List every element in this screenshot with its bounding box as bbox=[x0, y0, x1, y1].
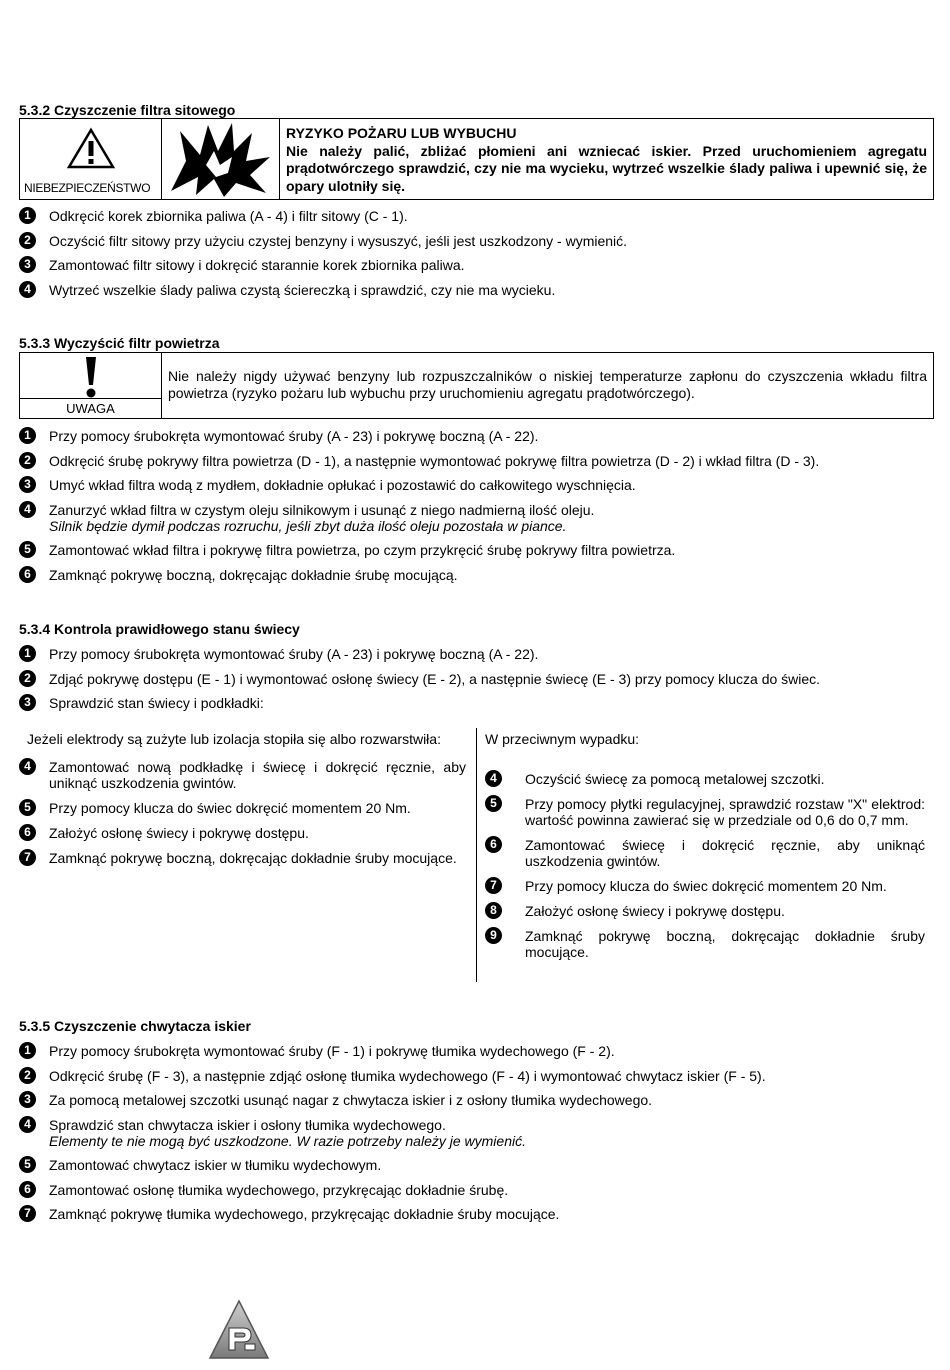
step-number-icon: 2 bbox=[19, 670, 36, 687]
list-item bbox=[19, 671, 934, 687]
step-text: Przy pomocy śrubokręta wymontować śruby (A - 23) i pokrywę boczną (A - 22). bbox=[49, 646, 539, 662]
list-item bbox=[485, 771, 925, 787]
section-title-5-3-4: 5.3.4 Kontrola prawidłowego stanu świecy bbox=[19, 621, 300, 637]
step-text: Przy pomocy śrubokręta wymontować śruby (A - 23) i pokrywę boczną (A - 22). bbox=[49, 428, 539, 444]
list-item bbox=[19, 1206, 934, 1222]
step-text: Odkręcić śrubę (F - 3), a następnie zdjąć osłonę tłumika wydechowego (F - 4) i wymontować chwytacz iskier (F - 5). bbox=[49, 1067, 766, 1084]
list-item bbox=[485, 903, 925, 919]
step-number-icon: 8 bbox=[485, 902, 502, 919]
step-text: Za pomocą metalowej szczotki usunąć nagar z chwytacza iskier i z osłony tłumika wydechowego. bbox=[49, 1092, 653, 1108]
step-number-icon: 4 bbox=[19, 758, 36, 775]
danger-text-cell bbox=[280, 119, 933, 199]
list-item bbox=[19, 428, 934, 444]
list-item bbox=[19, 646, 934, 662]
step-text: Zamontować świecę i dokręcić ręcznie, aby uniknąć uszkodzenia gwintów. bbox=[525, 837, 925, 869]
list-item bbox=[19, 1182, 934, 1198]
triangle-p-logo-icon bbox=[207, 1298, 271, 1362]
list-item bbox=[19, 825, 466, 841]
step-number-icon: 2 bbox=[19, 232, 36, 249]
right-column-intro: W przeciwnym wypadku: bbox=[485, 731, 640, 747]
list-item bbox=[19, 567, 934, 583]
caution-text-cell bbox=[162, 353, 933, 418]
list-item bbox=[19, 1117, 934, 1149]
step-text: Odkręcić korek zbiornika paliwa (A - 4) i filtr sitowy (C - 1). bbox=[49, 208, 408, 224]
step-text: Zamknąć pokrywę tłumika wydechowego, przykręcając dokładnie śruby mocujące. bbox=[49, 1206, 560, 1222]
step-text: Założyć osłonę świecy i pokrywę dostępu. bbox=[49, 825, 309, 841]
step-text: Zamknąć pokrywę boczną, dokręcając dokładnie śruby mocujące. bbox=[49, 850, 457, 866]
step-number-icon: 4 bbox=[19, 501, 36, 518]
step-number-icon: 6 bbox=[19, 824, 36, 841]
list-item bbox=[19, 233, 934, 249]
step-text: Sprawdzić stan świecy i podkładki: bbox=[49, 695, 264, 711]
step-text: Przy pomocy śrubokręta wymontować śruby (F - 1) i pokrywę tłumika wydechowego (F - 2). bbox=[49, 1043, 615, 1059]
step-text: Zamontować nową podkładkę i świecę i dokręcić ręcznie, aby uniknąć uszkodzenia gwintów. bbox=[49, 759, 466, 791]
step-number-icon: 7 bbox=[485, 877, 502, 894]
list-item bbox=[485, 796, 925, 828]
step-number-icon: 5 bbox=[19, 1156, 36, 1173]
right-column-list bbox=[485, 771, 925, 960]
list-item bbox=[19, 1092, 934, 1108]
step-number-icon: 1 bbox=[19, 645, 36, 662]
step-number-icon: 5 bbox=[485, 795, 502, 812]
caution-pictogram-cell bbox=[20, 353, 162, 418]
step-text: Zamontować wkład filtra i pokrywę filtra powietrza, po czym przykręcić śrubę pokrywy filtra powietrza. bbox=[49, 542, 676, 558]
list-item bbox=[19, 695, 934, 711]
step-number-icon: 1 bbox=[19, 427, 36, 444]
step-text: Przy pomocy klucza do świec dokręcić momentem 20 Nm. bbox=[525, 878, 887, 894]
step-number-icon: 1 bbox=[19, 1042, 36, 1059]
caution-label: UWAGA bbox=[20, 398, 161, 418]
list-item bbox=[485, 878, 925, 894]
step-number-icon: 3 bbox=[19, 256, 36, 273]
exclamation-icon bbox=[84, 355, 98, 399]
list-item bbox=[19, 850, 466, 866]
step-text: Przy pomocy płytki regulacyjnej, sprawdzić rozstaw "X" elektrod: wartość powinna zawierać się w przedziale od 0,6 do 0,7 mm. bbox=[525, 796, 925, 828]
step-number-icon: 5 bbox=[19, 799, 36, 816]
danger-text: Nie należy palić, zbliżać płomieni ani wzniecać iskier. Przed uruchomieniem agregatu prądotwórczego sprawdzić, czy nie ma wycieku, wytrzeć wszelkie ślady paliwa i upewnić się, że opary ulotniły się. bbox=[286, 142, 927, 194]
list-item bbox=[19, 477, 934, 493]
list-item bbox=[19, 453, 934, 469]
step-text: Oczyścić filtr sitowy przy użyciu czystej benzyny i wysuszyć, jeśli jest uszkodzony - wymienić. bbox=[49, 232, 628, 249]
step-number-icon: 3 bbox=[19, 476, 36, 493]
step-number-icon: 6 bbox=[19, 566, 36, 583]
section-title-5-3-2: 5.3.2 Czyszczenie filtra sitowego bbox=[19, 102, 236, 118]
step-number-icon: 4 bbox=[19, 281, 36, 298]
list-item bbox=[19, 1157, 934, 1173]
left-column-worn bbox=[19, 731, 466, 875]
step-note: Silnik będzie dymił podczas rozruchu, jeśli zbyt duża ilość oleju pozostała w piance. bbox=[49, 517, 567, 534]
list-item bbox=[19, 1043, 934, 1059]
step-number-icon: 9 bbox=[485, 927, 502, 944]
steps-list-5-3-3 bbox=[19, 428, 934, 591]
step-number-icon: 3 bbox=[19, 694, 36, 711]
right-column-otherwise bbox=[485, 731, 925, 969]
step-number-icon: 3 bbox=[19, 1091, 36, 1108]
step-text: Zanurzyć wkład filtra w czystym oleju silnikowym i usunąć z niego nadmierną ilość oleju. bbox=[49, 501, 595, 518]
caution-box bbox=[19, 352, 934, 419]
danger-title: RYZYKO POŻARU LUB WYBUCHU bbox=[286, 125, 517, 141]
step-number-icon: 4 bbox=[19, 1116, 36, 1133]
danger-label: NIEBEZPIECZEŃSTWO bbox=[24, 181, 151, 195]
step-number-icon: 2 bbox=[19, 1067, 36, 1084]
step-number-icon: 2 bbox=[19, 452, 36, 469]
step-text: Zdjąć pokrywę dostępu (E - 1) i wymontować osłonę świecy (E - 2), a następnie świecę (E - 3) przy pomocy klucza do świec. bbox=[49, 670, 821, 687]
warning-triangle-icon bbox=[66, 127, 116, 171]
steps-list-5-3-5 bbox=[19, 1043, 934, 1231]
column-divider bbox=[476, 728, 477, 982]
step-text: Zamontować filtr sitowy i dokręcić starannie korek zbiornika paliwa. bbox=[49, 257, 465, 273]
step-note: Elementy te nie mogą być uszkodzone. W razie potrzeby należy je wymienić. bbox=[49, 1132, 526, 1149]
left-column-intro: Jeżeli elektrody są zużyte lub izolacja stopiła się albo rozwarstwiła: bbox=[27, 731, 441, 747]
steps-list-5-3-2 bbox=[19, 208, 934, 306]
explosion-icon bbox=[166, 121, 276, 199]
list-item bbox=[19, 502, 934, 534]
section-title-5-3-5: 5.3.5 Czyszczenie chwytacza iskier bbox=[19, 1018, 251, 1034]
step-text: Przy pomocy klucza do świec dokręcić momentem 20 Nm. bbox=[49, 800, 411, 816]
step-number-icon: 1 bbox=[19, 207, 36, 224]
step-text: Zamknąć pokrywę boczną, dokręcając dokładnie śrubę mocującą. bbox=[49, 566, 458, 583]
step-text: Sprawdzić stan chwytacza iskier i osłony tłumika wydechowego. bbox=[49, 1116, 446, 1133]
list-item bbox=[485, 837, 925, 869]
section-title-5-3-3: 5.3.3 Wyczyścić filtr powietrza bbox=[19, 335, 220, 351]
list-item bbox=[19, 759, 466, 791]
step-number-icon: 4 bbox=[485, 770, 502, 787]
list-item bbox=[485, 928, 925, 960]
danger-warning-box bbox=[19, 118, 934, 200]
list-item bbox=[19, 1068, 934, 1084]
step-text: Zamontować osłonę tłumika wydechowego, przykręcając dokładnie śrubę. bbox=[49, 1181, 509, 1198]
list-item bbox=[19, 208, 934, 224]
step-number-icon: 6 bbox=[19, 1181, 36, 1198]
list-item bbox=[19, 282, 934, 298]
step-number-icon: 6 bbox=[485, 836, 502, 853]
step-number-icon: 7 bbox=[19, 849, 36, 866]
left-column-list bbox=[19, 759, 466, 866]
list-item bbox=[19, 800, 466, 816]
step-number-icon: 7 bbox=[19, 1205, 36, 1222]
step-text: Oczyścić świecę za pomocą metalowej szczotki. bbox=[525, 771, 825, 787]
explosion-pictogram-cell bbox=[162, 119, 280, 199]
list-item bbox=[19, 257, 934, 273]
step-text: Zamontować chwytacz iskier w tłumiku wydechowym. bbox=[49, 1157, 382, 1173]
step-text: Założyć osłonę świecy i pokrywę dostępu. bbox=[525, 903, 785, 919]
list-item bbox=[19, 542, 934, 558]
step-text: Wytrzeć wszelkie ślady paliwa czystą ściereczką i sprawdzić, czy nie ma wycieku. bbox=[49, 281, 556, 298]
step-text: Zamknąć pokrywę boczną, dokręcając dokładnie śruby mocujące. bbox=[525, 928, 925, 960]
steps-list-5-3-4 bbox=[19, 646, 934, 720]
step-text: Odkręcić śrubę pokrywy filtra powietrza (D - 1), a następnie wymontować pokrywę filtra powietrza (D - 2) i wkład filtra (D - 3). bbox=[49, 452, 820, 469]
danger-pictogram-cell bbox=[20, 119, 162, 199]
step-text: Umyć wkład filtra wodą z mydłem, dokładnie opłukać i pozostawić do całkowitego wyschnięcia. bbox=[49, 477, 636, 493]
caution-text: Nie należy nigdy używać benzyny lub rozpuszczalników o niskiej temperaturze zapłonu do czyszczenia wkładu filtra powietrza (ryzyko pożaru lub wybuchu przy uruchomieniu agregatu prądotwórczego). bbox=[168, 368, 927, 401]
step-number-icon: 5 bbox=[19, 541, 36, 558]
